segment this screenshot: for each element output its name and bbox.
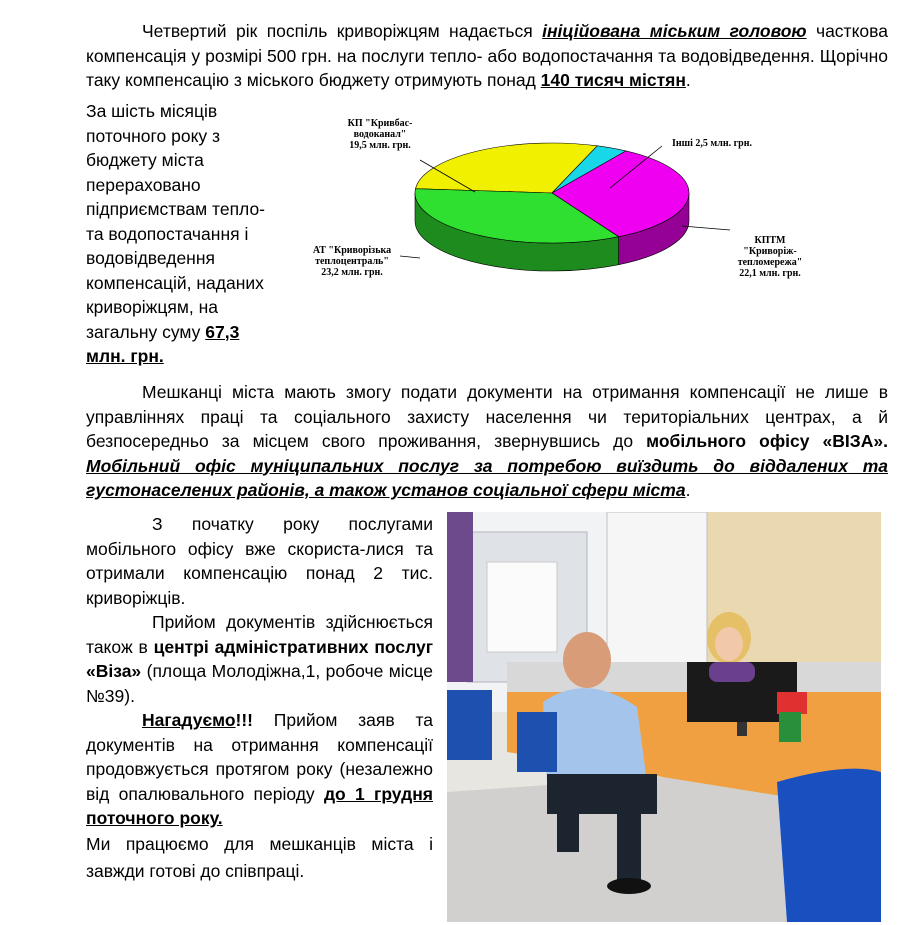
pie-leader-2 xyxy=(682,226,730,230)
pie-label-2: КПТМ "Криворіж-тепломережа" 22,1 млн. грн. xyxy=(737,235,803,279)
intro-emphasis: ініційована міським головою xyxy=(542,21,807,41)
office-photo xyxy=(447,512,881,922)
users-paragraph: З початку року послугами мобільного офісу вже скориста-лися та отримали компенсацію понад 2 тис. криворіжців. xyxy=(86,514,433,608)
reminder-text: Прийом заяв та документів на отримання компенсації продовжується протягом року (незалежно від опалювального періоду xyxy=(86,710,433,804)
pie-label-1: Інші 2,5 млн. грн. xyxy=(672,138,752,149)
mobile-office-name: мобільного офісу «ВІЗА». xyxy=(646,431,888,451)
budget-paragraph xyxy=(86,99,274,369)
intro-paragraph xyxy=(86,19,888,93)
intro-text: Четвертий рік поспіль криворіжцям надається xyxy=(142,21,543,41)
intro-end: . xyxy=(685,70,691,90)
pie-label-3: АТ "Криворізька теплоцентраль" 23,2 млн. грн. xyxy=(312,245,392,278)
admin-center-paragraph xyxy=(86,610,433,708)
admin-center-text: Прийом документів здійснюється також в xyxy=(86,612,433,657)
intro-count: 140 тисяч містян xyxy=(540,70,686,90)
budget-text: За шість місяців поточного року з бюджету міста перераховано підприємствам тепло-та водопостачання і водовідведення компенсацій, наданих криворіжцям, на загальну суму xyxy=(86,101,266,342)
compensation-pie-chart xyxy=(300,108,840,308)
admin-center-address: (площа Молодіжна,1, робоче місце №39). xyxy=(86,661,433,706)
mobile-office-emphasis: Мобільний офіс муніципальних послуг за потребою виїздить до віддалених та густонаселених районів, а також установ соціальної сфери міста xyxy=(86,455,888,500)
mobile-office-text: Мешканці міста мають змогу подати документи на отримання компенсації не лише в управліннях праці та соціального захисту населення чи територіальних центрах, а й безпосередньо за місцем свого проживання, звернувшись до xyxy=(86,382,888,451)
reminder-paragraph xyxy=(86,708,433,831)
admin-center-name: центрі адміністративних послуг «Віза» xyxy=(86,636,434,681)
reminder-exclamation: !!! xyxy=(235,710,253,730)
mobile-office-end: . xyxy=(685,480,691,500)
mobile-office-paragraph xyxy=(86,380,888,503)
budget-sum: 67,3 млн. грн. xyxy=(86,321,240,366)
bottom-left-column xyxy=(86,512,433,885)
pie-leader-3 xyxy=(400,256,420,258)
intro-text-middle: часткова компенсація у розмірі 500 грн. на послуги тепло- або водопостачання та водовідведення. Щорічно таку компенсацію з міського бюджету отримують понад xyxy=(86,21,888,90)
pie-label-0: КП "Кривбас-водоканал" 19,5 млн. грн. xyxy=(347,118,413,151)
closing-paragraph: Ми працюємо для мешканців міста і завжди готові до співпраці. xyxy=(86,833,433,881)
reminder-word: Нагадуємо xyxy=(142,710,236,730)
reminder-deadline: до 1 грудня поточного року. xyxy=(86,783,433,828)
office-photo-illustration xyxy=(447,512,881,922)
